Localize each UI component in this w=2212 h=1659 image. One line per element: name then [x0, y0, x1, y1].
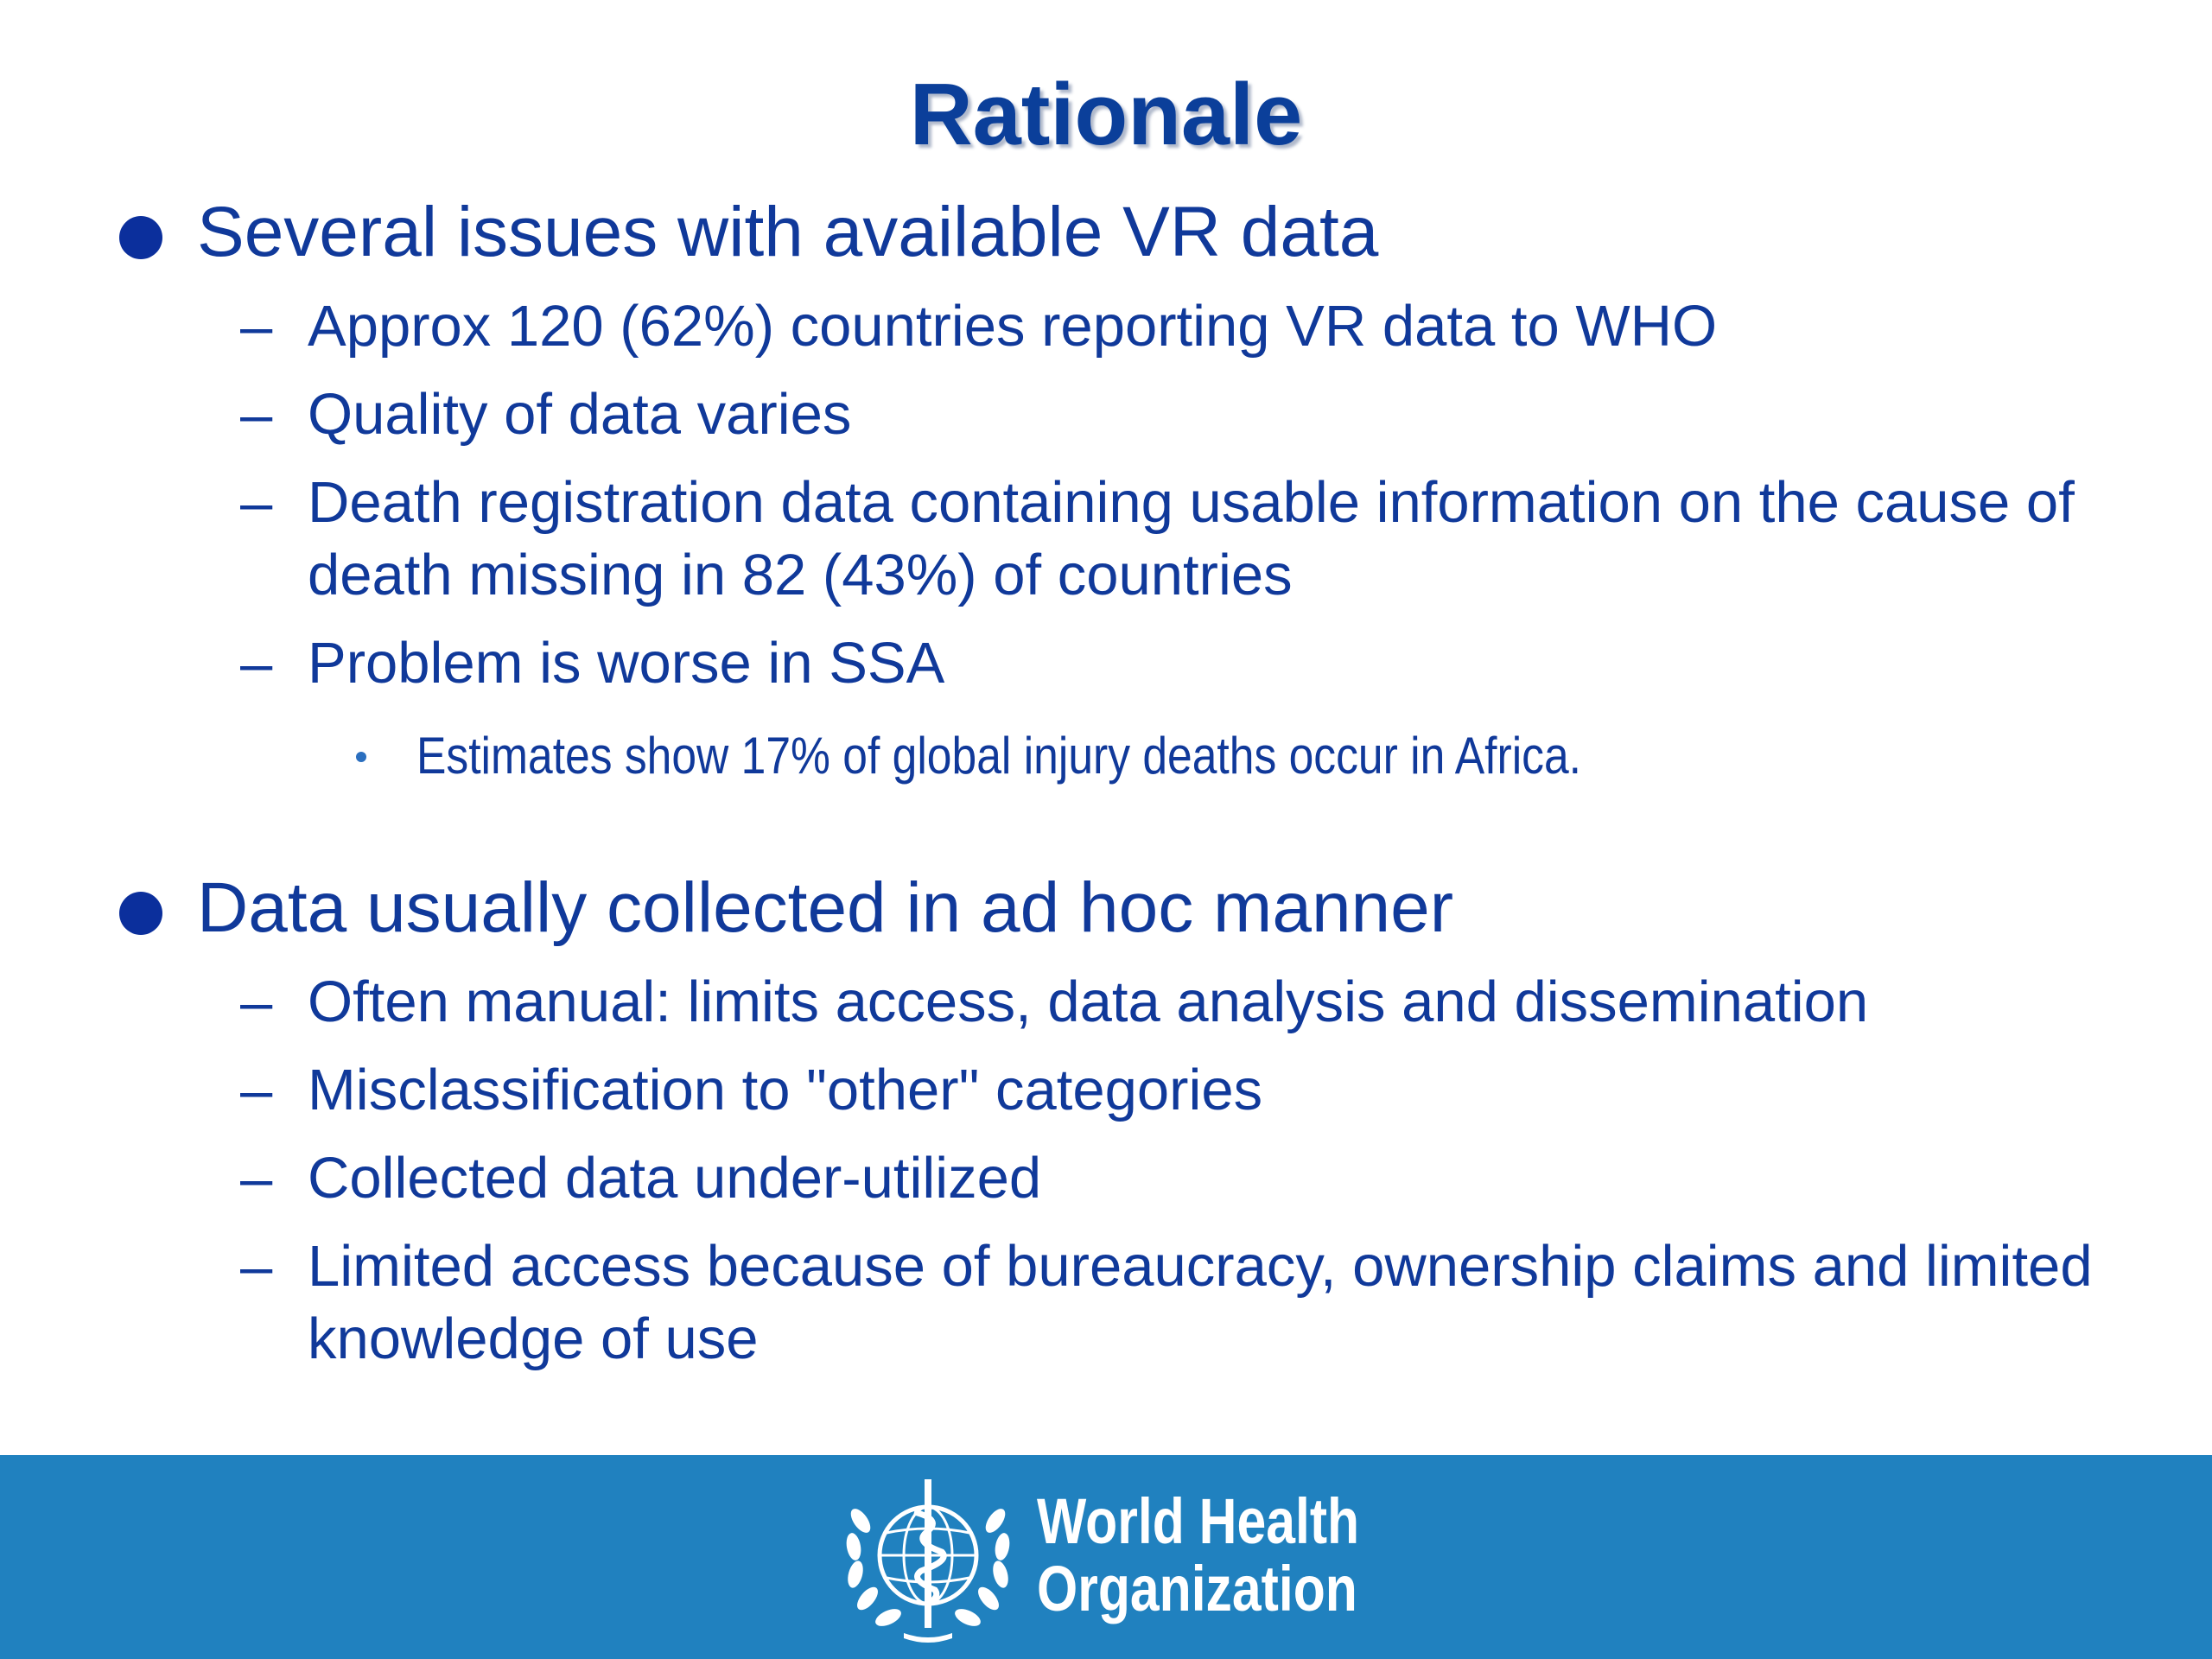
sub-list-item-text: Estimates show 17% of global injury deaths occur in Africa. — [416, 727, 1582, 785]
bullet-dot-icon — [119, 216, 162, 259]
section-2-heading: Data usually collected in ad hoc manner — [197, 868, 1454, 947]
list-item-text: Quality of data varies — [308, 382, 852, 447]
list-item-text: Death registration data containing usable information on the cause of death missing in 82 (43%) of countries — [308, 470, 2075, 607]
list-item-text: Approx 120 (62%) countries reporting VR data to WHO — [308, 294, 1718, 359]
slide-title: Rationale — [909, 67, 1303, 163]
dash-icon: – — [240, 294, 273, 359]
list-item-text: Often manual: limits access, data analysis and dissemination — [308, 969, 1869, 1034]
list-item-text: Misclassification to "other" categories — [308, 1058, 1263, 1122]
dash-icon: – — [240, 470, 273, 535]
dash-icon: – — [240, 1058, 273, 1122]
small-bullet-icon — [356, 752, 366, 762]
org-name-line-2: Organization — [1037, 1553, 1357, 1624]
dash-icon: – — [240, 631, 273, 696]
list-item-text: Limited access because of bureaucracy, ownership claims and limited knowledge of use — [308, 1234, 2093, 1371]
dash-icon: – — [240, 1234, 273, 1299]
list-item-text: Collected data under-utilized — [308, 1146, 1042, 1211]
dash-icon: – — [240, 1146, 273, 1211]
org-name-line-1: World Health — [1037, 1485, 1360, 1557]
list-item-text: Problem is worse in SSA — [308, 631, 945, 696]
who-emblem-icon — [835, 1469, 1021, 1647]
dash-icon: – — [240, 969, 273, 1034]
section-1-heading: Several issues with available VR data — [197, 193, 1379, 271]
bullet-dot-icon — [119, 892, 162, 935]
who-wordmark — [1037, 1485, 1360, 1624]
dash-icon: – — [240, 382, 273, 447]
